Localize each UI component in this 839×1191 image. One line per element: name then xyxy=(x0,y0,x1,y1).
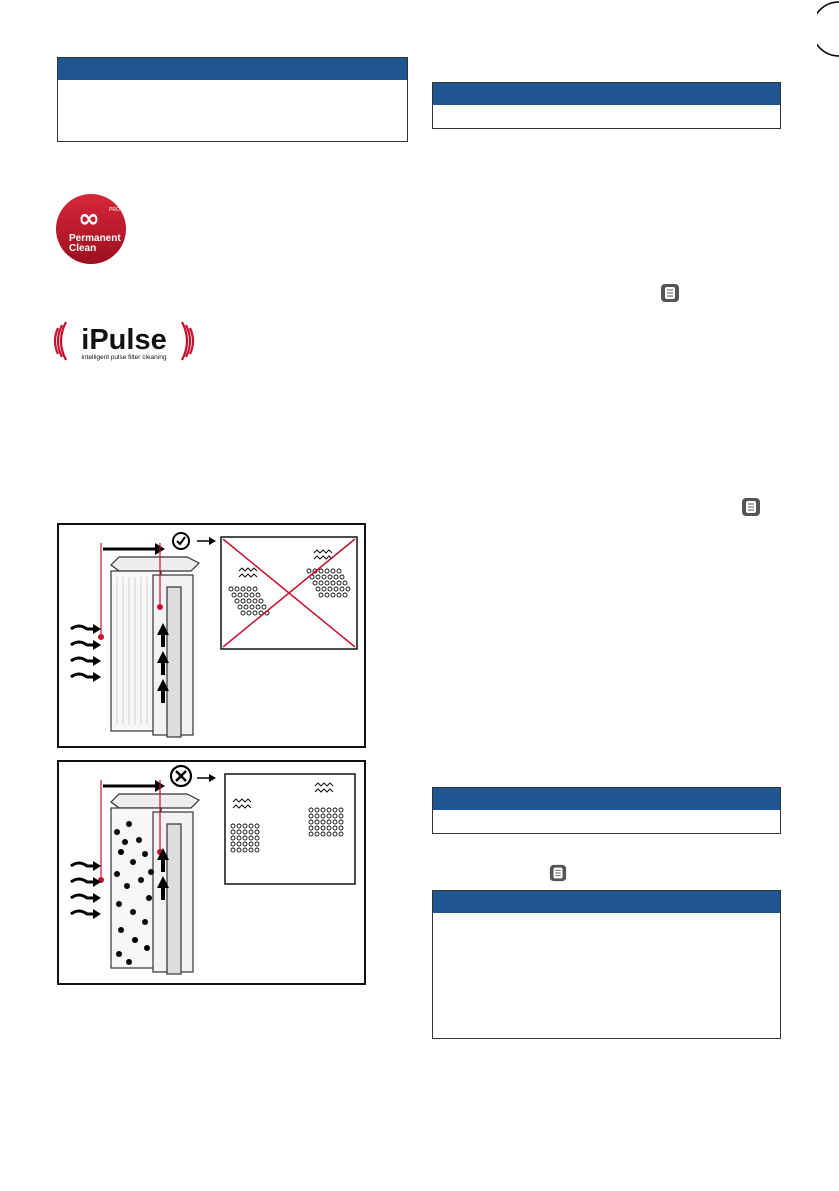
note-box-header xyxy=(433,788,780,810)
note-box-left-top xyxy=(57,57,408,142)
note-box-header xyxy=(433,891,780,913)
figure-clean-filter xyxy=(57,523,366,748)
ipulse-title: iPulse xyxy=(81,324,167,356)
note-box-right-mid xyxy=(432,787,781,834)
clean-filter-illustration xyxy=(59,525,364,746)
check-circle-icon xyxy=(173,533,189,549)
permanent-clean-symbol: ∞ xyxy=(78,204,100,234)
filter-clean-icon xyxy=(741,497,761,517)
filter-clean-icon xyxy=(660,283,680,303)
ipulse-subtitle: intelligent pulse filter cleaning xyxy=(81,354,167,361)
permanent-clean-tag: PRO xyxy=(109,207,120,213)
clogged-filter-illustration xyxy=(59,762,364,983)
note-box-right-bottom xyxy=(432,890,781,1039)
permanent-clean-logo xyxy=(55,193,127,265)
note-box-header xyxy=(58,58,407,80)
page-cut-mark xyxy=(817,0,839,60)
note-box-right-top xyxy=(432,82,781,129)
figure-clogged-filter xyxy=(57,760,366,985)
permanent-clean-line1: Permanent xyxy=(69,233,121,244)
ipulse-logo xyxy=(52,318,196,364)
permanent-clean-line2: Clean xyxy=(69,243,97,254)
note-box-header xyxy=(433,83,780,105)
cross-circle-icon xyxy=(171,766,191,786)
filter-clean-icon xyxy=(549,864,567,882)
